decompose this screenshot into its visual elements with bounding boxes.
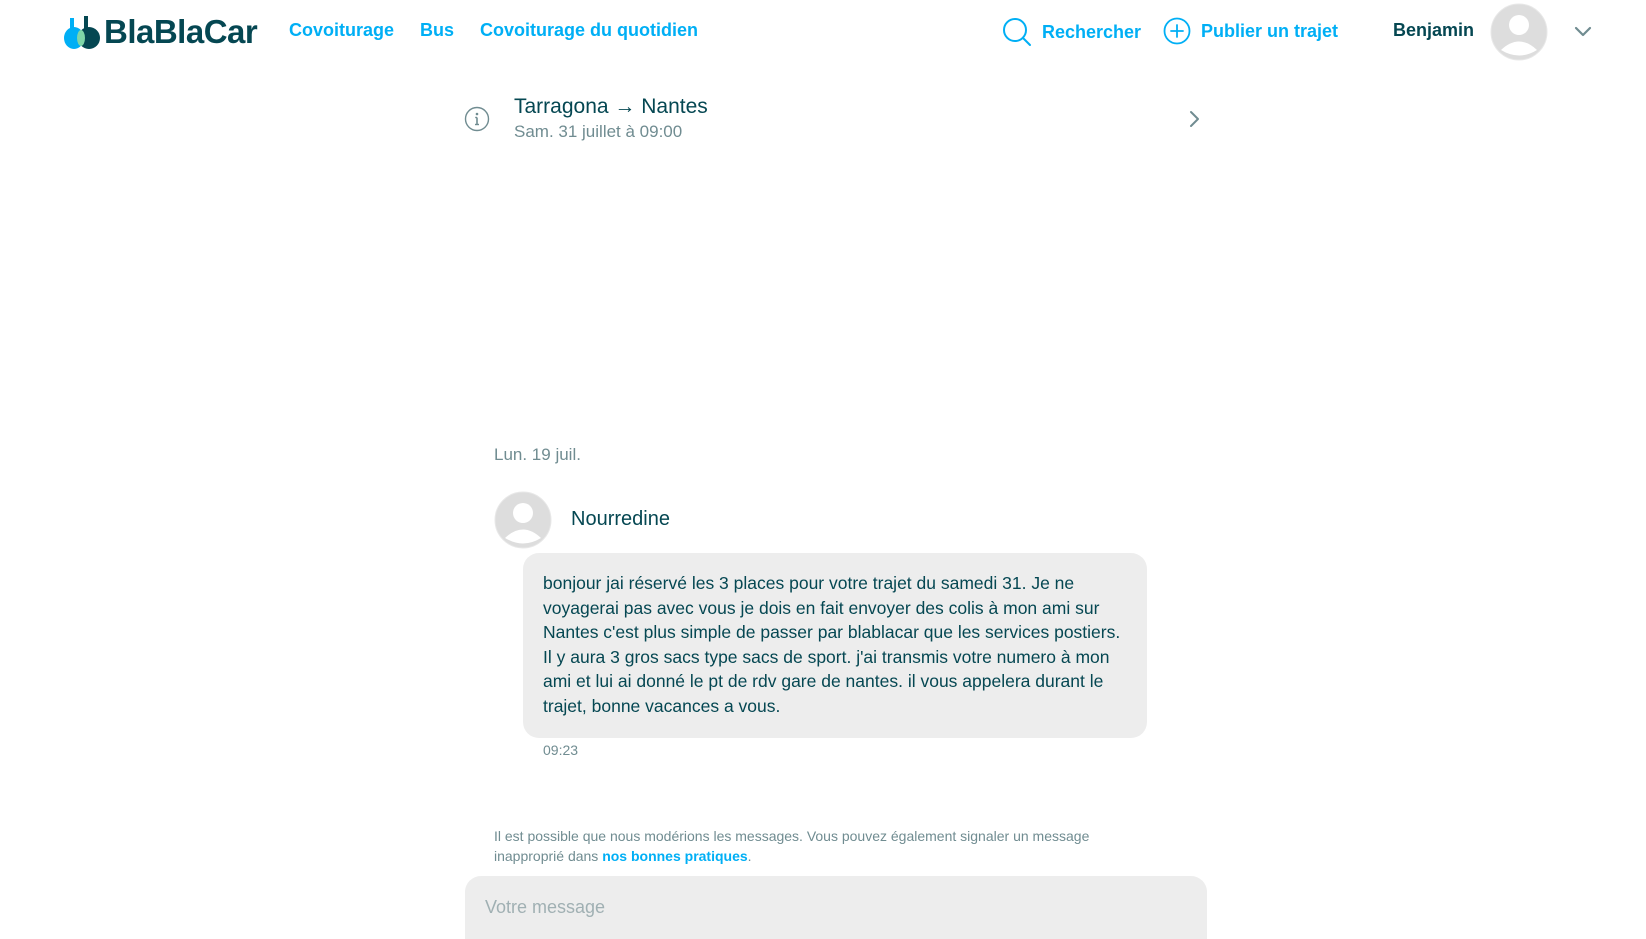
day-separator: Lun. 19 juil. — [494, 445, 581, 464]
search-icon — [1002, 17, 1032, 47]
nav-covoiturage[interactable]: Covoiturage — [289, 20, 395, 40]
brand-name: BlaBlaCar — [104, 13, 258, 50]
message-bubble — [523, 553, 1147, 738]
top-navigation — [0, 0, 1646, 64]
moderation-text: Il est possible que nous modérions les messages. Vous pouvez également signaler un message inapproprié dans — [494, 828, 1090, 864]
search-button[interactable] — [1002, 17, 1141, 47]
nav-covoiturage-quotidien[interactable]: Covoiturage du quotidien — [480, 20, 698, 40]
user-avatar[interactable] — [1490, 3, 1548, 61]
chevron-down-icon[interactable] — [1573, 24, 1593, 38]
sender-avatar[interactable] — [494, 491, 552, 549]
chevron-right-icon[interactable] — [1188, 109, 1200, 129]
info-icon — [464, 106, 490, 132]
publish-label: Publier un trajet — [1201, 20, 1339, 41]
blablacar-logo-icon — [62, 14, 102, 50]
brand-logo[interactable] — [62, 10, 257, 54]
search-label: Rechercher — [1042, 21, 1142, 42]
message-input[interactable] — [465, 876, 1207, 939]
user-name[interactable]: Benjamin — [1393, 20, 1475, 40]
moderation-end: . — [747, 848, 752, 864]
trip-route: Tarragona → Nantes — [514, 95, 708, 118]
sender-name[interactable]: Nourredine — [571, 508, 670, 530]
moderation-notice — [494, 826, 1154, 866]
plus-circle-icon — [1163, 17, 1191, 45]
trip-date: Sam. 31 juillet à 09:00 — [514, 122, 683, 141]
good-practices-link[interactable]: nos bonnes pratiques — [602, 848, 748, 864]
message-timestamp: 09:23 — [543, 742, 579, 758]
message-text: bonjour jai réservé les 3 places pour votre trajet du samedi 31. Je ne voyagerai pas avec vous je dois en fait envoyer des colis à mon ami sur Nantes c'est plus simple de passer par blablacar que les services postiers. Il y aura 3 gros sacs type sacs de sport. j'ai transmis votre numero à mon ami et lui ai donné le pt de rdv gare de nantes. il vous appelera durant le trajet, bonne vacances a vous. — [543, 573, 1121, 716]
trip-summary[interactable] — [464, 92, 1206, 146]
publish-trip-button[interactable] — [1163, 17, 1338, 45]
nav-bus[interactable]: Bus — [420, 20, 455, 40]
